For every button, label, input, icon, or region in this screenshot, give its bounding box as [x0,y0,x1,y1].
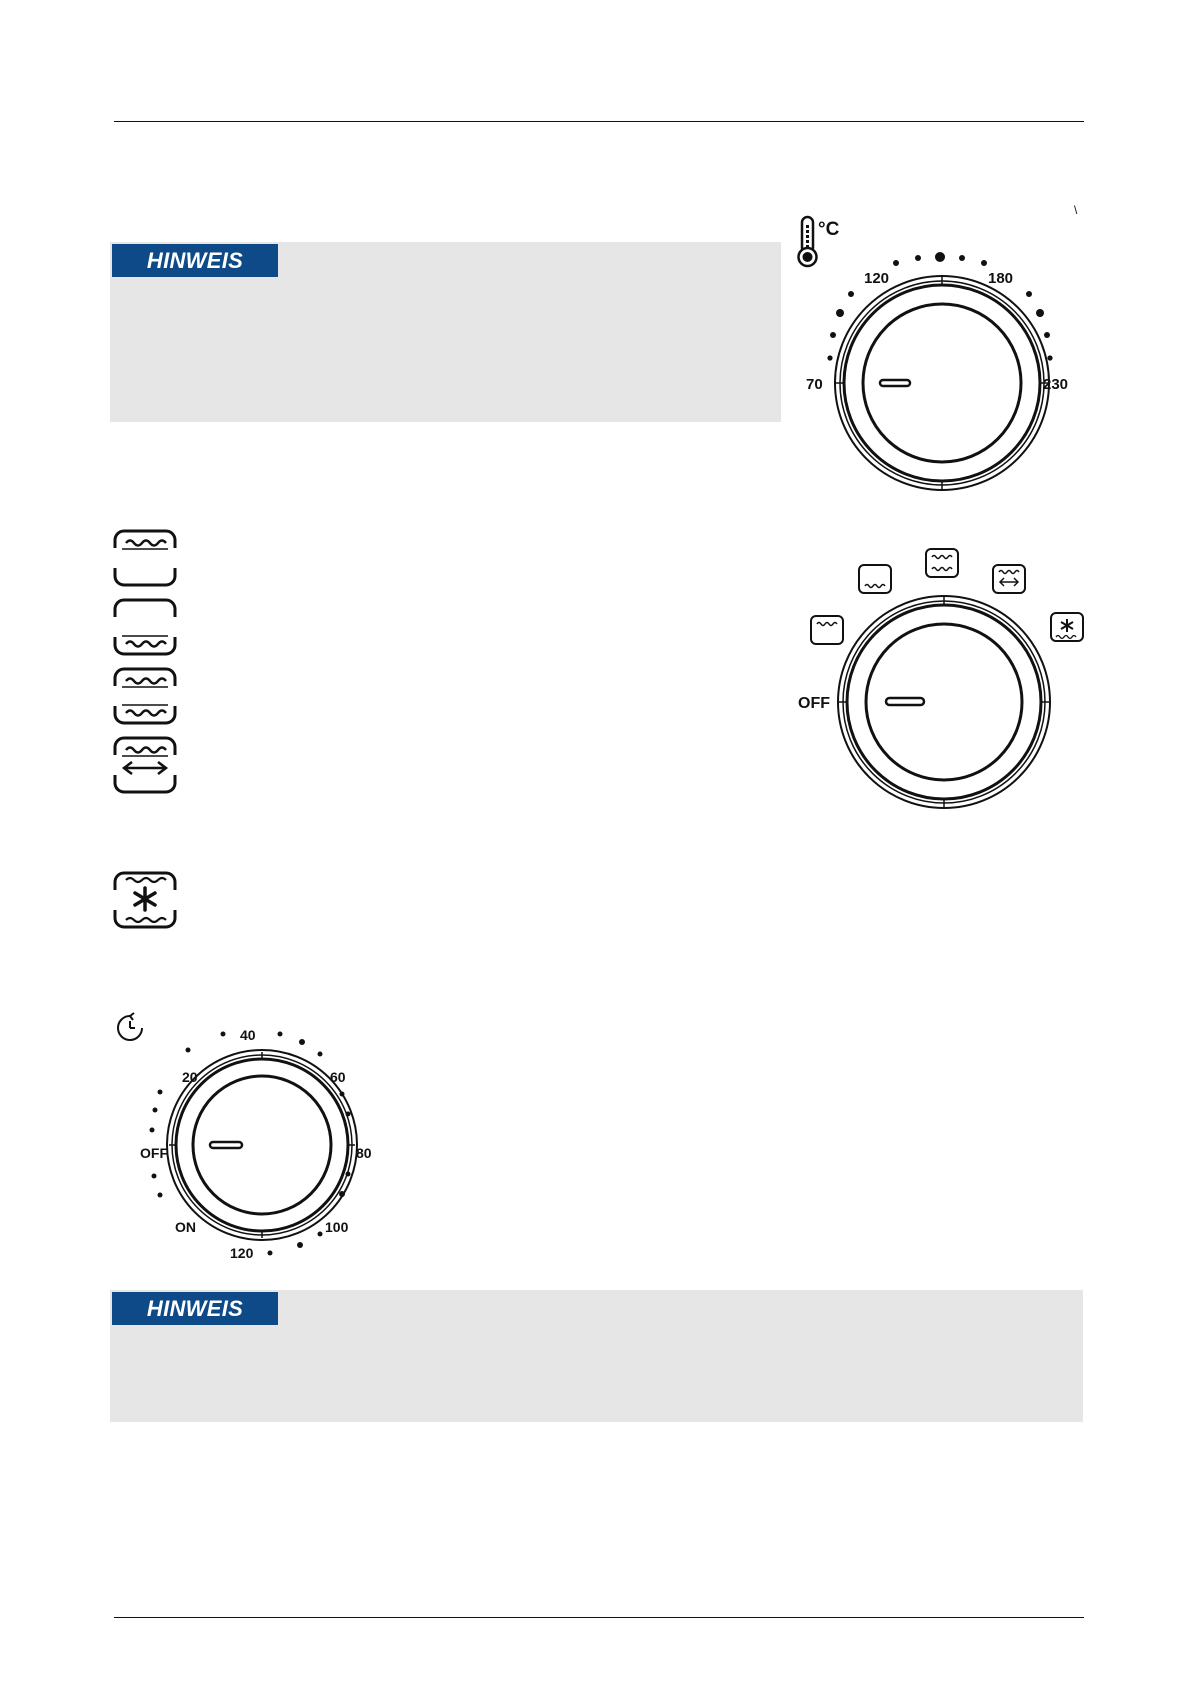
timer-pointer [210,1142,242,1148]
dial-bottom-heat-icon [859,565,891,593]
timer-label-60: 60 [330,1069,346,1085]
top-bottom-heat-icon [112,666,178,726]
temp-label-180: 180 [988,270,1014,287]
timer-label-40: 40 [240,1027,256,1043]
note-label: HINWEIS [112,244,278,277]
temperature-dial[interactable] [790,205,1090,495]
bottom-heat-icon [112,597,178,657]
dial-top-bottom-heat-icon [926,549,958,577]
timer-label-off: OFF [140,1145,168,1161]
timer-dial[interactable] [110,1010,410,1260]
function-off-label: OFF [798,695,830,712]
temp-label-120: 120 [864,270,890,287]
timer-label-on: ON [175,1219,196,1235]
top-heat-icon [112,528,178,588]
temp-label-230: 230 [1043,376,1069,393]
convection-heat-icon [112,735,178,795]
note-label: HINWEIS [112,1292,278,1325]
timer-label-100: 100 [325,1219,349,1235]
function-dial[interactable] [790,540,1090,810]
timer-label-20: 20 [182,1069,198,1085]
dial-top-heat-icon [811,616,843,644]
note-box-2 [110,1290,1083,1422]
footer-rule [114,1617,1084,1618]
note-box-1 [110,242,781,422]
fan-defrost-icon [112,870,178,930]
thermometer-icon [799,217,817,266]
timer-label-80: 80 [356,1145,372,1161]
temperature-pointer [880,380,910,386]
timer-label-120: 120 [230,1245,254,1260]
temperature-dots [827,252,1052,361]
unit-label: °C [818,219,840,240]
dial-convection-icon [993,565,1025,593]
corner-mark: \ [1074,203,1078,217]
function-pointer [886,698,924,705]
dial-fan-defrost-icon [1051,613,1083,641]
header-rule [114,121,1084,122]
timer-icon [118,1013,142,1040]
temp-label-70: 70 [806,376,823,393]
